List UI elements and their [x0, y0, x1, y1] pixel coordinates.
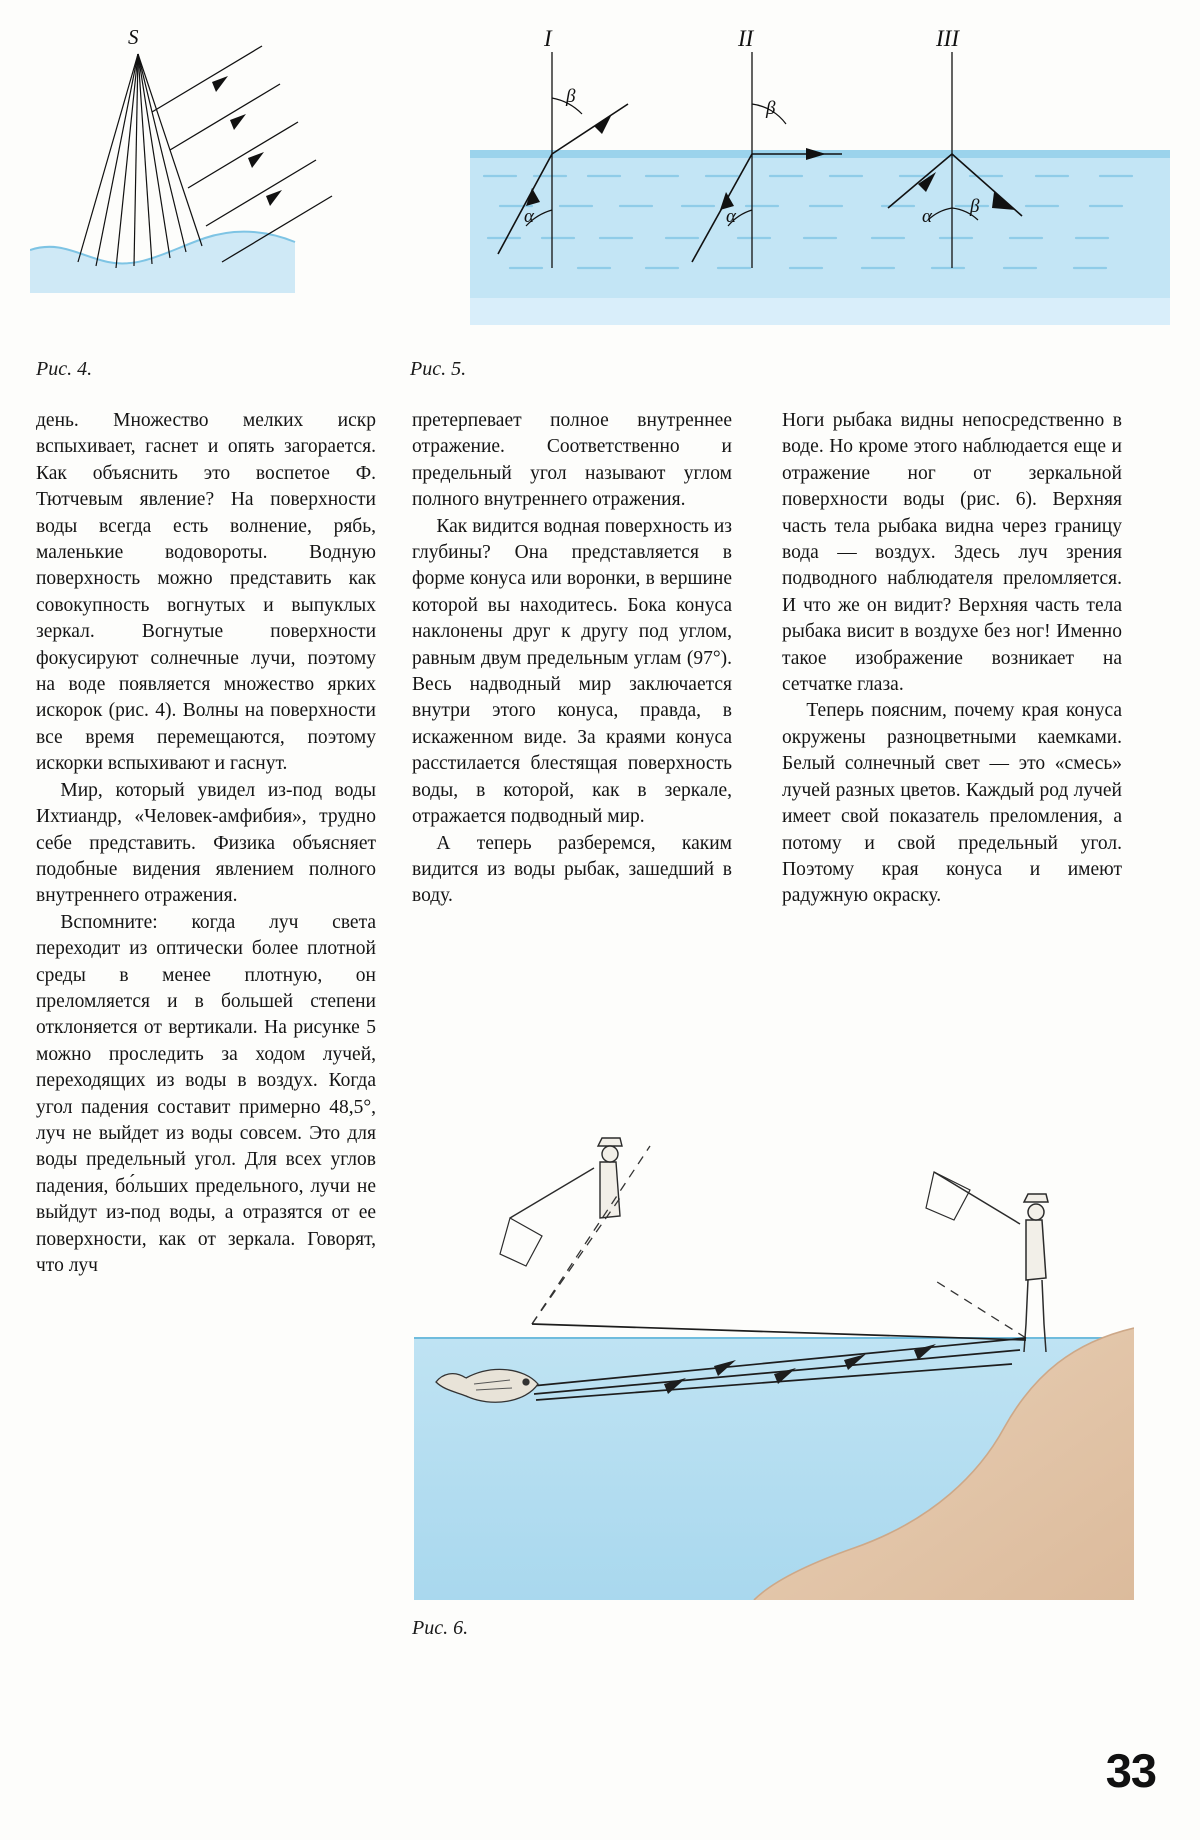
figure-5-label-beta-2: β — [766, 98, 776, 119]
figure-5-caption: Рис. 5. — [410, 358, 467, 380]
paragraph: день. Множество мелких искр вспыхивает, гаснет и опять загорается. Как объяснить это воспетое Ф. Тютчевым явление? На поверхности воды всегда есть волнение, рябь, маленькие водовороты. Водную поверхность можно представить как совокупность вогнутых и выпуклых зеркал. Вогнутые поверхности фокусируют солнечные лучи, поэтому на воде появляется множество ярких искорок (рис. 4). Волны на поверхности все время перемещаются, поэтому искорки вспыхивают и гаснут. — [36, 410, 376, 775]
figure-5-label-beta-1: β — [566, 86, 576, 107]
paragraph: А теперь разберемся, каким видится из воды рыбак, зашедший в воду. — [412, 832, 732, 907]
page-number: 33 — [1105, 1744, 1156, 1797]
figure-6-illustration — [414, 1128, 1134, 1600]
figure-4-illustration — [30, 18, 340, 318]
figure-5-illustration — [470, 30, 1170, 325]
text-column-3 — [782, 408, 1122, 910]
figure-5-label-alpha-1: α — [524, 206, 534, 227]
figure-5-label-beta-3: β — [970, 196, 980, 217]
figure-4-caption: Рис. 4. — [36, 358, 93, 380]
figure-6-caption: Рис. 6. — [412, 1617, 469, 1639]
text-column-1 — [36, 408, 376, 1279]
paragraph: Ноги рыбака видны непосредственно в воде. Но кроме этого наблюдается еще и отражение ног от зеркальной поверхности воды (рис. 6). Верхняя часть тела рыбака видна через границу вода — воздух. Здесь луч зрения подводного наблюдателя преломляется. И что же он видит? Верхняя часть тела рыбака висит в воздухе без ног! Именно такое изображение возникает на сетчатке глаза. — [782, 410, 1122, 696]
paragraph: Как видится водная поверхность из глубины? Она представляется в форме конуса или воронки, в вершине которой вы находитесь. Бока конуса наклонены друг к другу под углом, равным двум предельным углам (97°). Весь надводный мир заключается внутри этого конуса, правда, в искаженном виде. За краями конуса расстилается блестящая поверхность воды, в которой, как в зеркале, отражается подводный мир. — [412, 515, 732, 828]
paragraph: Вспомните: когда луч света переходит из оптически более плотной среды в менее плотную, он преломляется и в большей степени отклоняется от вертикали. На рисунке 5 можно проследить за ходом лучей, переходящих из воды в воздух. Когда угол падения составит примерно 48,5°, луч не выйдет из воды совсем. Это для воды предельный угол. Для всех углов падения, бо́льших предельного, лучи не выйдут из-под воды, а отразятся от ее поверхности, как от зеркала. Говорят, что луч — [36, 911, 376, 1276]
figure-5-label-alpha-2: α — [726, 206, 736, 227]
paragraph: Мир, который увидел из-под воды Ихтиандр, «Человек-амфибия», трудно себе представить. Физика объясняет подобные видения явлением полного внутреннего отражения. — [36, 779, 376, 907]
paragraph: претерпевает полное внутреннее отражение. Соответственно и предельный угол называют углом полного внутреннего отражения. — [412, 410, 732, 511]
figure-5-label-ray-1: I — [544, 30, 552, 51]
paragraph: Теперь поясним, почему края конуса окружены разноцветными каемками. Белый солнечный свет — это «смесь» лучей разных цветов. Каждый род лучей имеет свой показатель преломления, а потому и свой предельный угол. Поэтому края конуса и имеют радужную окраску. — [782, 700, 1122, 907]
figure-4-label-s: S — [128, 25, 139, 49]
figure-5-label-alpha-3: α — [922, 206, 932, 227]
figure-5-label-ray-3: III — [936, 30, 959, 51]
text-column-2 — [412, 408, 732, 910]
figure-5-label-ray-2: II — [738, 30, 754, 51]
